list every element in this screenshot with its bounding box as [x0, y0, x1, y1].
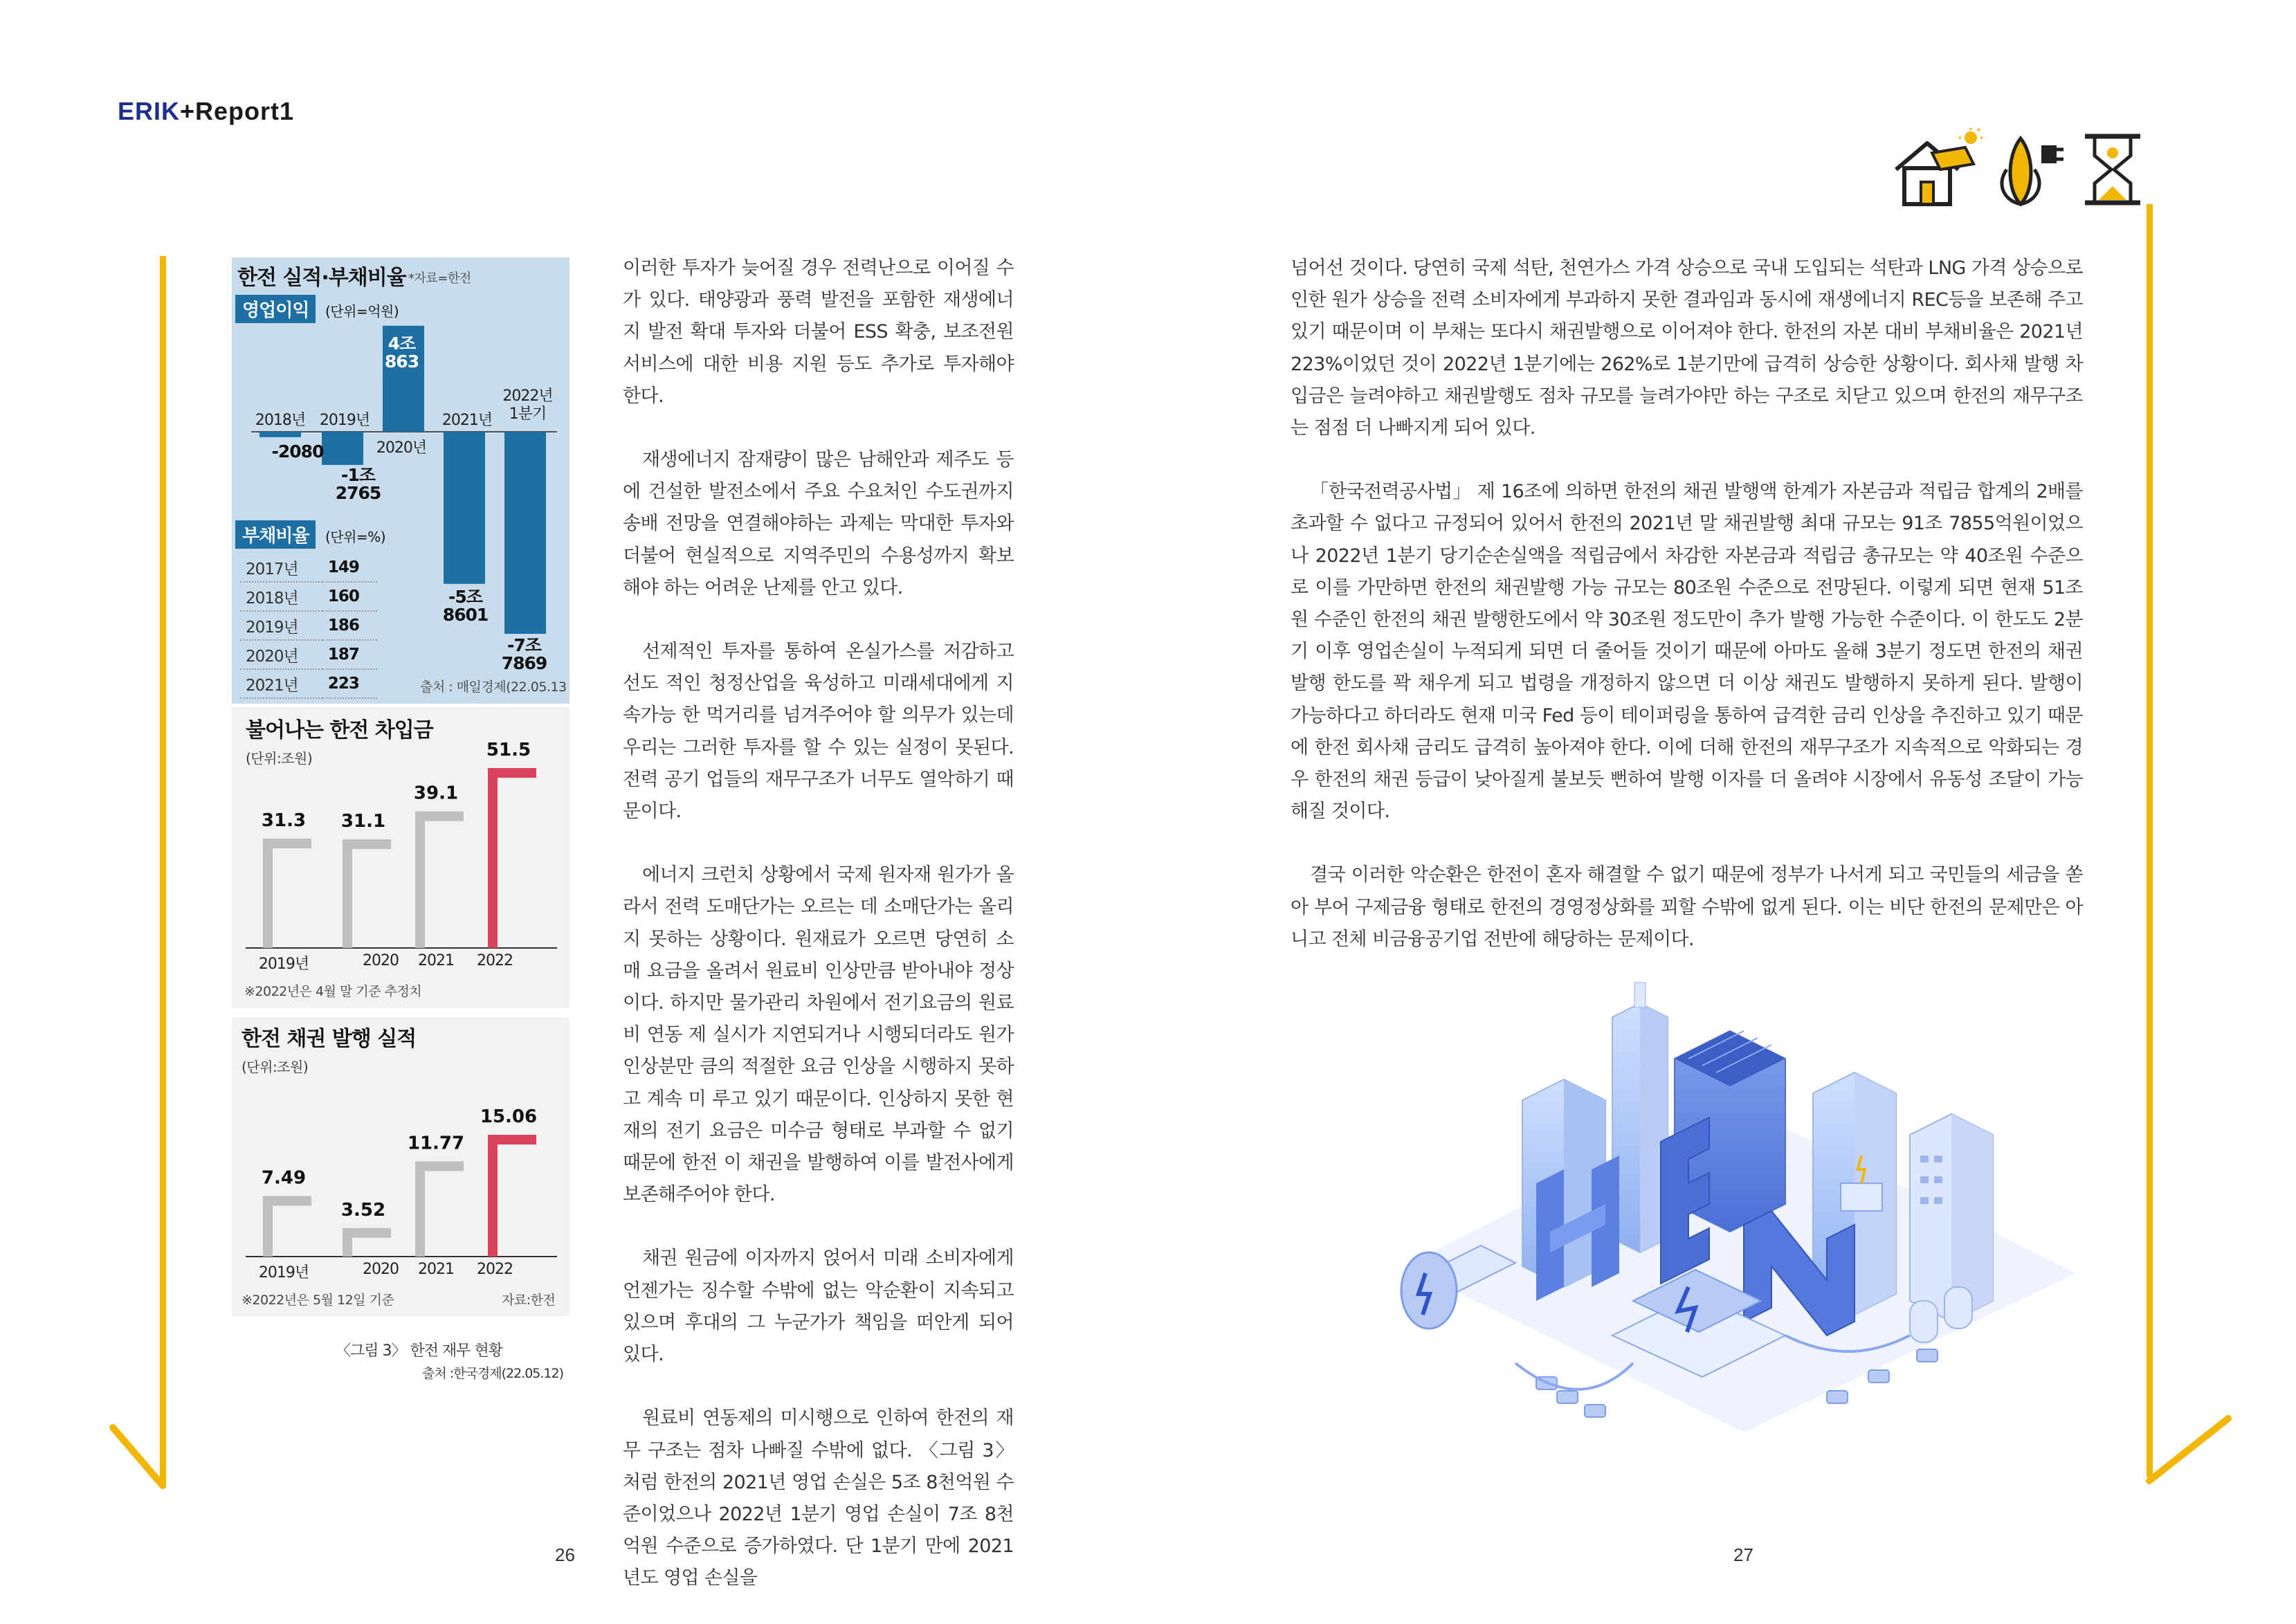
bar-label-2022q1: -7조 7869: [501, 635, 547, 673]
p3-year-1: 2020: [363, 1261, 399, 1278]
figure-caption-source: 출처 :한국경제(22.05.12): [422, 1366, 563, 1381]
panel2-title: 불어나는 한전 차입금: [246, 718, 433, 742]
right-yellow-bar: [2147, 204, 2153, 1477]
bar-label-2019: -1조 2765: [335, 465, 381, 503]
house-solar-icon: [1896, 128, 1983, 204]
page-number-left: 26: [555, 1544, 575, 1565]
bonds-value-label: 3.52: [340, 1199, 386, 1221]
right-text-column: [1291, 253, 2083, 956]
year-2018: 2018년: [255, 412, 306, 429]
borrowings-bar: [488, 768, 536, 948]
panel1-title: 한전 실적·부채비율: [237, 266, 406, 290]
p2-year-2: 2021: [418, 952, 454, 969]
car-icon: [1868, 1370, 1889, 1383]
panel2-note: ※2022년은 4월 말 기준 추정치: [244, 984, 422, 999]
smart-city-illustration: [1384, 976, 2097, 1439]
bonds-value-label: 11.77: [407, 1133, 465, 1154]
table-row: 2020년 187: [240, 640, 377, 669]
op-income-bar: [322, 432, 363, 465]
table-row: 2019년 186: [240, 611, 377, 640]
bonds-bar: [263, 1196, 311, 1257]
p3-year-3: 2022: [477, 1261, 513, 1278]
panel3-title: 한전 채권 발행 실적: [242, 1027, 417, 1051]
energy-icons: [1889, 128, 2159, 211]
borrowings-bar: [343, 839, 391, 948]
op-income-bar: [259, 432, 301, 437]
borrowings-value-label: 31.1: [340, 810, 386, 832]
panel1-source: 출처 : 매일경제(22.05.13: [420, 679, 567, 695]
debt-ratio-table: [240, 554, 377, 699]
paragraph: 채권 원금에 이자까지 얹어서 미래 소비자에게 언젠가는 징수할 수밖에 없는 악순환이 지속되고 있으며 후대의 그 누군가가 책임을 떠안게 되어 있다.: [623, 1248, 1014, 1366]
page-number-right: 27: [1733, 1544, 1753, 1565]
p2-year-0: 2019년: [258, 956, 309, 973]
car-icon: [1557, 1391, 1578, 1403]
car-icon: [1585, 1405, 1605, 1417]
panel-kepco-bonds: [232, 1017, 570, 1316]
op-income-unit: (단위=억원): [325, 303, 399, 320]
paragraph: 선제적인 투자를 통하여 온실가스를 저감하고 선도 적인 청정산업을 육성하고 미래세대에게 지속가능 한 먹거리를 넘겨주어야 할 의무가 있는데 우리는 그러한 투자를 할 수 있는 실정이 못된다. 전력 공기 업들의 재무구조가 너무도 열악하기 때문이다.: [623, 641, 1014, 823]
p3-year-0: 2019년: [258, 1264, 309, 1281]
year-2020: 2020년: [376, 439, 427, 457]
year-2022q1: 2022년 1분기: [502, 387, 553, 423]
letter-e-icon: [1661, 1117, 1709, 1284]
panel1-source-note: *자료=한전: [408, 271, 471, 286]
bar-label-2021: -5조 8601: [442, 587, 489, 625]
bonds-value-label: 15.06: [480, 1106, 538, 1127]
panel2-unit: (단위:조원): [246, 750, 313, 767]
paragraph: 결국 이러한 악순환은 한전이 혼자 해결할 수 없기 때문에 정부가 나서게 되고 국민들의 세금을 쏟아 부어 구제금융 형태로 한전의 경영정상화를 꾀할 수밖에 없게 된다. 이는 비단 한전의 문제만은 아니고 전체 비금융공기업 전반에 해당하는 문제이다.: [1291, 864, 2083, 950]
debt-ratio-unit: (단위=%): [325, 529, 386, 545]
right-arrow-icon: [2131, 1412, 2235, 1495]
p2-year-1: 2020: [363, 952, 399, 969]
paragraph: 넘어선 것이다. 당연히 국제 석탄, 천연가스 가격 상승으로 국내 도입되는 석탄과 LNG 가격 상승으로 인한 원가 상승을 전력 소비자에게 부과하지 못한 결과임과 동시에 재생에너지 REC등을 보존해 주고 있기 때문이며 이 부채는 또다시 채권발행으로 이어져야 한다. 한전의 자본 대비 부채비율은 2021년 223%이었던 것이 2022년 1분기에는 262%로 1분기만에 급격히 상승한 상황이다. 회사채 발행 차입금은 늘려야하고 채권발행도 점차 규모를 늘려가야만 하는 구조로 치닫고 있으며 한전의 재무구조는 점점 더 나빠지게 되어 있다.: [1291, 257, 2083, 439]
paragraph: 재생에너지 잠재량이 많은 남해안과 제주도 등에 건설한 발전소에서 주요 수요처인 수도권까지 송배 전망을 연결해야하는 과제는 막대한 투자와 더불어 현실적으로 지역주민의 수용성까지 확보해야 하는 어려운 난제를 안고 있다.: [623, 449, 1014, 599]
figure-caption: 〈그림 3〉 한전 재무 현황: [336, 1342, 502, 1360]
panel3-note: ※2022년은 5월 12일 기준: [242, 1293, 394, 1308]
hourglass-icon: [2085, 136, 2140, 203]
borrowings-value-label: 39.1: [413, 783, 459, 804]
borrowings-value-label: 51.5: [486, 740, 531, 760]
paragraph: 이러한 투자가 늦어질 경우 전력난으로 이어질 수 가 있다. 태양광과 풍력 발전을 포함한 재생에너지 발전 확대 투자와 더불어 ESS 확충, 보조전원 서비스에 대한 비용 지원 등도 추가로 투자해야 한다.: [623, 257, 1014, 407]
bonds-bar: [488, 1135, 536, 1257]
car-icon: [1917, 1349, 1938, 1362]
table-row: 2017년 149: [240, 554, 377, 582]
left-yellow-bar: [160, 256, 166, 1488]
bar-label-2020: 4조 863: [384, 334, 419, 372]
borrowings-value-label: 31.3: [261, 810, 307, 831]
op-income-badge: 영업이익: [235, 295, 316, 323]
panel3-unit: (단위:조원): [242, 1059, 309, 1075]
paragraph: 원료비 연동제의 미시행으로 인하여 한전의 재무 구조는 점차 나빠질 수밖에 없다. 〈그림 3〉처럼 한전의 2021년 영업 손실은 5조 8천억원 수준이었으나 2022년 1분기 영업 손실이 7조 8천억원 수준으로 증가하였다. 단 1분기 만에 2021년도 영업 손실을: [623, 1407, 1014, 1589]
bar-label-2018: -2080: [271, 441, 324, 462]
table-row: 2018년 160: [240, 582, 377, 611]
bonds-value-label: 7.49: [261, 1167, 307, 1189]
op-income-bar: [444, 432, 485, 584]
paragraph: 「한국전력공사법」 제 16조에 의하면 한전의 채권 발행액 한계가 자본금과 적립금 합계의 2배를 초과할 수 없다고 규정되어 있어서 한전의 2021년 말 채권발행 최대 규모는 91조 7855억원이었으나 2022년 1분기 당기순손실액을 적립금에서 차감한 자본금과 적립금 총규모는 약 40조원 수준으로 이를 가만하면 한전의 채권발행 가능 규모는 80조원 수준으로 전망된다. 이렇게 되면 현재 51조원 수준인 한전의 채권 발행한도에서 약 30조원 정도만이 추가 발행 가능한 수준이다. 이 한도도 2분기 이후 영업손실이 누적되게 되면 더 줄어들 것이기 때문에 아마도 올해 3분기 정도면 한전의 채권발행 한도를 꽉 채우게 되고 법령을 개정하지 않으면 더 이상 채권도 발행하지 못하게 된다. 발행이 가능하다고 하더라도 현재 미국 Fed 등이 테이퍼링을 통하여 급격한 금리 인상을 추진하고 있기 때문에 한전 회사채 금리도 급격히 높아져야 한다. 이에 더해 한전의 재무구조가 지속적으로 악화되는 경우 한전의 채권 등급이 낮아질게 불보듯 뻔하여 발행 이자를 더 올려야 시장에서 유동성 조달이 가능해질 것이다.: [1291, 481, 2083, 823]
paragraph: 에너지 크런치 상황에서 국제 원자재 원가가 올 라서 전력 도매단가는 오르는 데 소매단가는 올리지 못하는 상황이다. 원재료가 오르면 당연히 소매 요금을 올려서 원료비 인상만큼 받아내야 정상이다. 하지만 물가관리 차원에서 전기요금의 원료비 연동 제 실시가 지연되거나 시행되더라도 원가 인상분만 큼의 적절한 요금 인상을 시행하지 못하고 계속 미 루고 있기 때문이다. 인상하지 못한 현재의 전기 요금은 미수금 형태로 부과할 수 없기 때문에 한전 이 채권을 발행하여 이를 발전사에게 보존해주어야 한다.: [623, 864, 1014, 1206]
op-income-bar: [504, 432, 546, 634]
year-2019: 2019년: [319, 412, 370, 429]
panel3-source: 자료:한전: [502, 1293, 556, 1308]
bonds-bar: [343, 1228, 391, 1257]
left-arrow-icon: [107, 1422, 190, 1498]
car-icon: [1827, 1391, 1848, 1403]
borrowings-bar: [263, 839, 311, 948]
bonds-bar: [415, 1161, 464, 1257]
borrowings-bar: [415, 812, 464, 948]
building-icon: [1612, 983, 1668, 1252]
debt-ratio-badge: 부채비율: [235, 520, 316, 549]
year-2021: 2021년: [441, 412, 493, 429]
left-text-column: [623, 253, 1014, 1595]
p2-year-3: 2022: [477, 952, 513, 969]
header-brand: ERIK+Report1: [118, 97, 295, 125]
table-row: 2021년 223: [240, 669, 377, 698]
panel-kepco-performance: [232, 257, 570, 704]
corn-plug-icon: [2002, 138, 2063, 204]
p3-year-2: 2021: [418, 1261, 454, 1278]
panel-kepco-borrowings: [232, 707, 570, 1008]
